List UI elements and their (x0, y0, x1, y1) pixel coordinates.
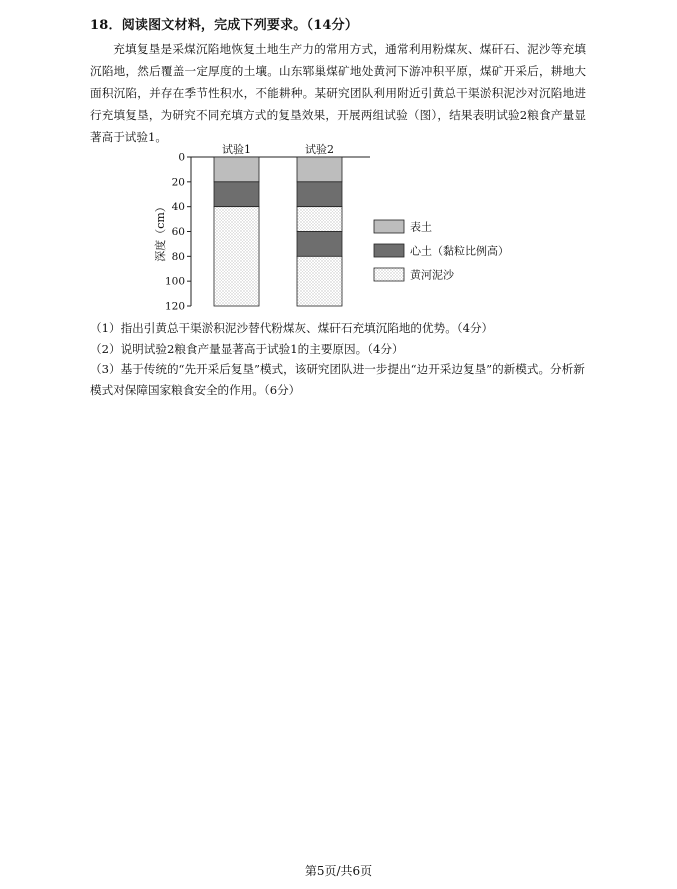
question-passage: 充填复垦是采煤沉陷地恢复土地生产力的常用方式，通常利用粉煤灰、煤矸石、泥沙等充填沉陷地，然后覆盖一定厚度的土壤。山东郓巢煤矿地处黄河下游冲积平原，煤矿开采后，耕地大面积沉陷，并存在季节性积水，不能耕种。某研究团队利用附近引黄总干渠淤积泥沙对沉陷地进行充填复垦，为研究不同充填方式的复垦效果，开展两组试验（图），结果表明试验2粮食产量显著高于试验1。 (90, 42, 586, 144)
column-label: 试验2 (305, 143, 334, 156)
layer-segment (297, 232, 342, 257)
layer-segment (297, 207, 342, 232)
question-items (90, 318, 590, 400)
y-tick-label: 0 (178, 151, 185, 164)
soil-profile-figure (150, 140, 550, 320)
layer-segment (297, 157, 342, 182)
page-number: 第5页/共6页 (304, 864, 373, 878)
layer-segment (214, 207, 259, 306)
layer-segment (297, 182, 342, 207)
y-tick-label: 80 (171, 250, 185, 263)
legend-label: 心土（黏粒比例高） (410, 244, 509, 258)
layer-segment (297, 256, 342, 306)
column-label: 试验1 (222, 143, 251, 156)
y-tick-label: 60 (171, 226, 185, 238)
legend-label: 黄河泥沙 (410, 268, 454, 282)
question-title: 18．阅读图文材料，完成下列要求。（14分） (90, 18, 359, 33)
layer-segment (214, 182, 259, 207)
y-axis-title: 深度（cm） (154, 201, 167, 262)
legend-label: 表土 (410, 220, 432, 234)
soil-profile-chart (150, 140, 550, 320)
legend-swatch (374, 244, 404, 257)
y-tick-label: 20 (171, 176, 185, 189)
layer-segment (214, 157, 259, 182)
question-item-1: （1）指出引黄总干渠淤积泥沙替代粉煤灰、煤矸石充填沉陷地的优势。（4分） (90, 321, 494, 335)
y-tick-label: 120 (164, 300, 185, 313)
question-item-3: （3）基于传统的“先开采后复垦”模式，该研究团队进一步提出“边开采边复垦”的新模式。分析新模式对保障国家粮食安全的作用。（6分） (90, 362, 585, 397)
legend-swatch (374, 268, 404, 281)
y-tick-label: 40 (171, 201, 185, 214)
y-tick-label: 100 (164, 275, 185, 288)
legend-swatch (374, 220, 404, 233)
question-item-2: （2）说明试验2粮食产量显著高于试验1的主要原因。（4分） (90, 341, 404, 356)
